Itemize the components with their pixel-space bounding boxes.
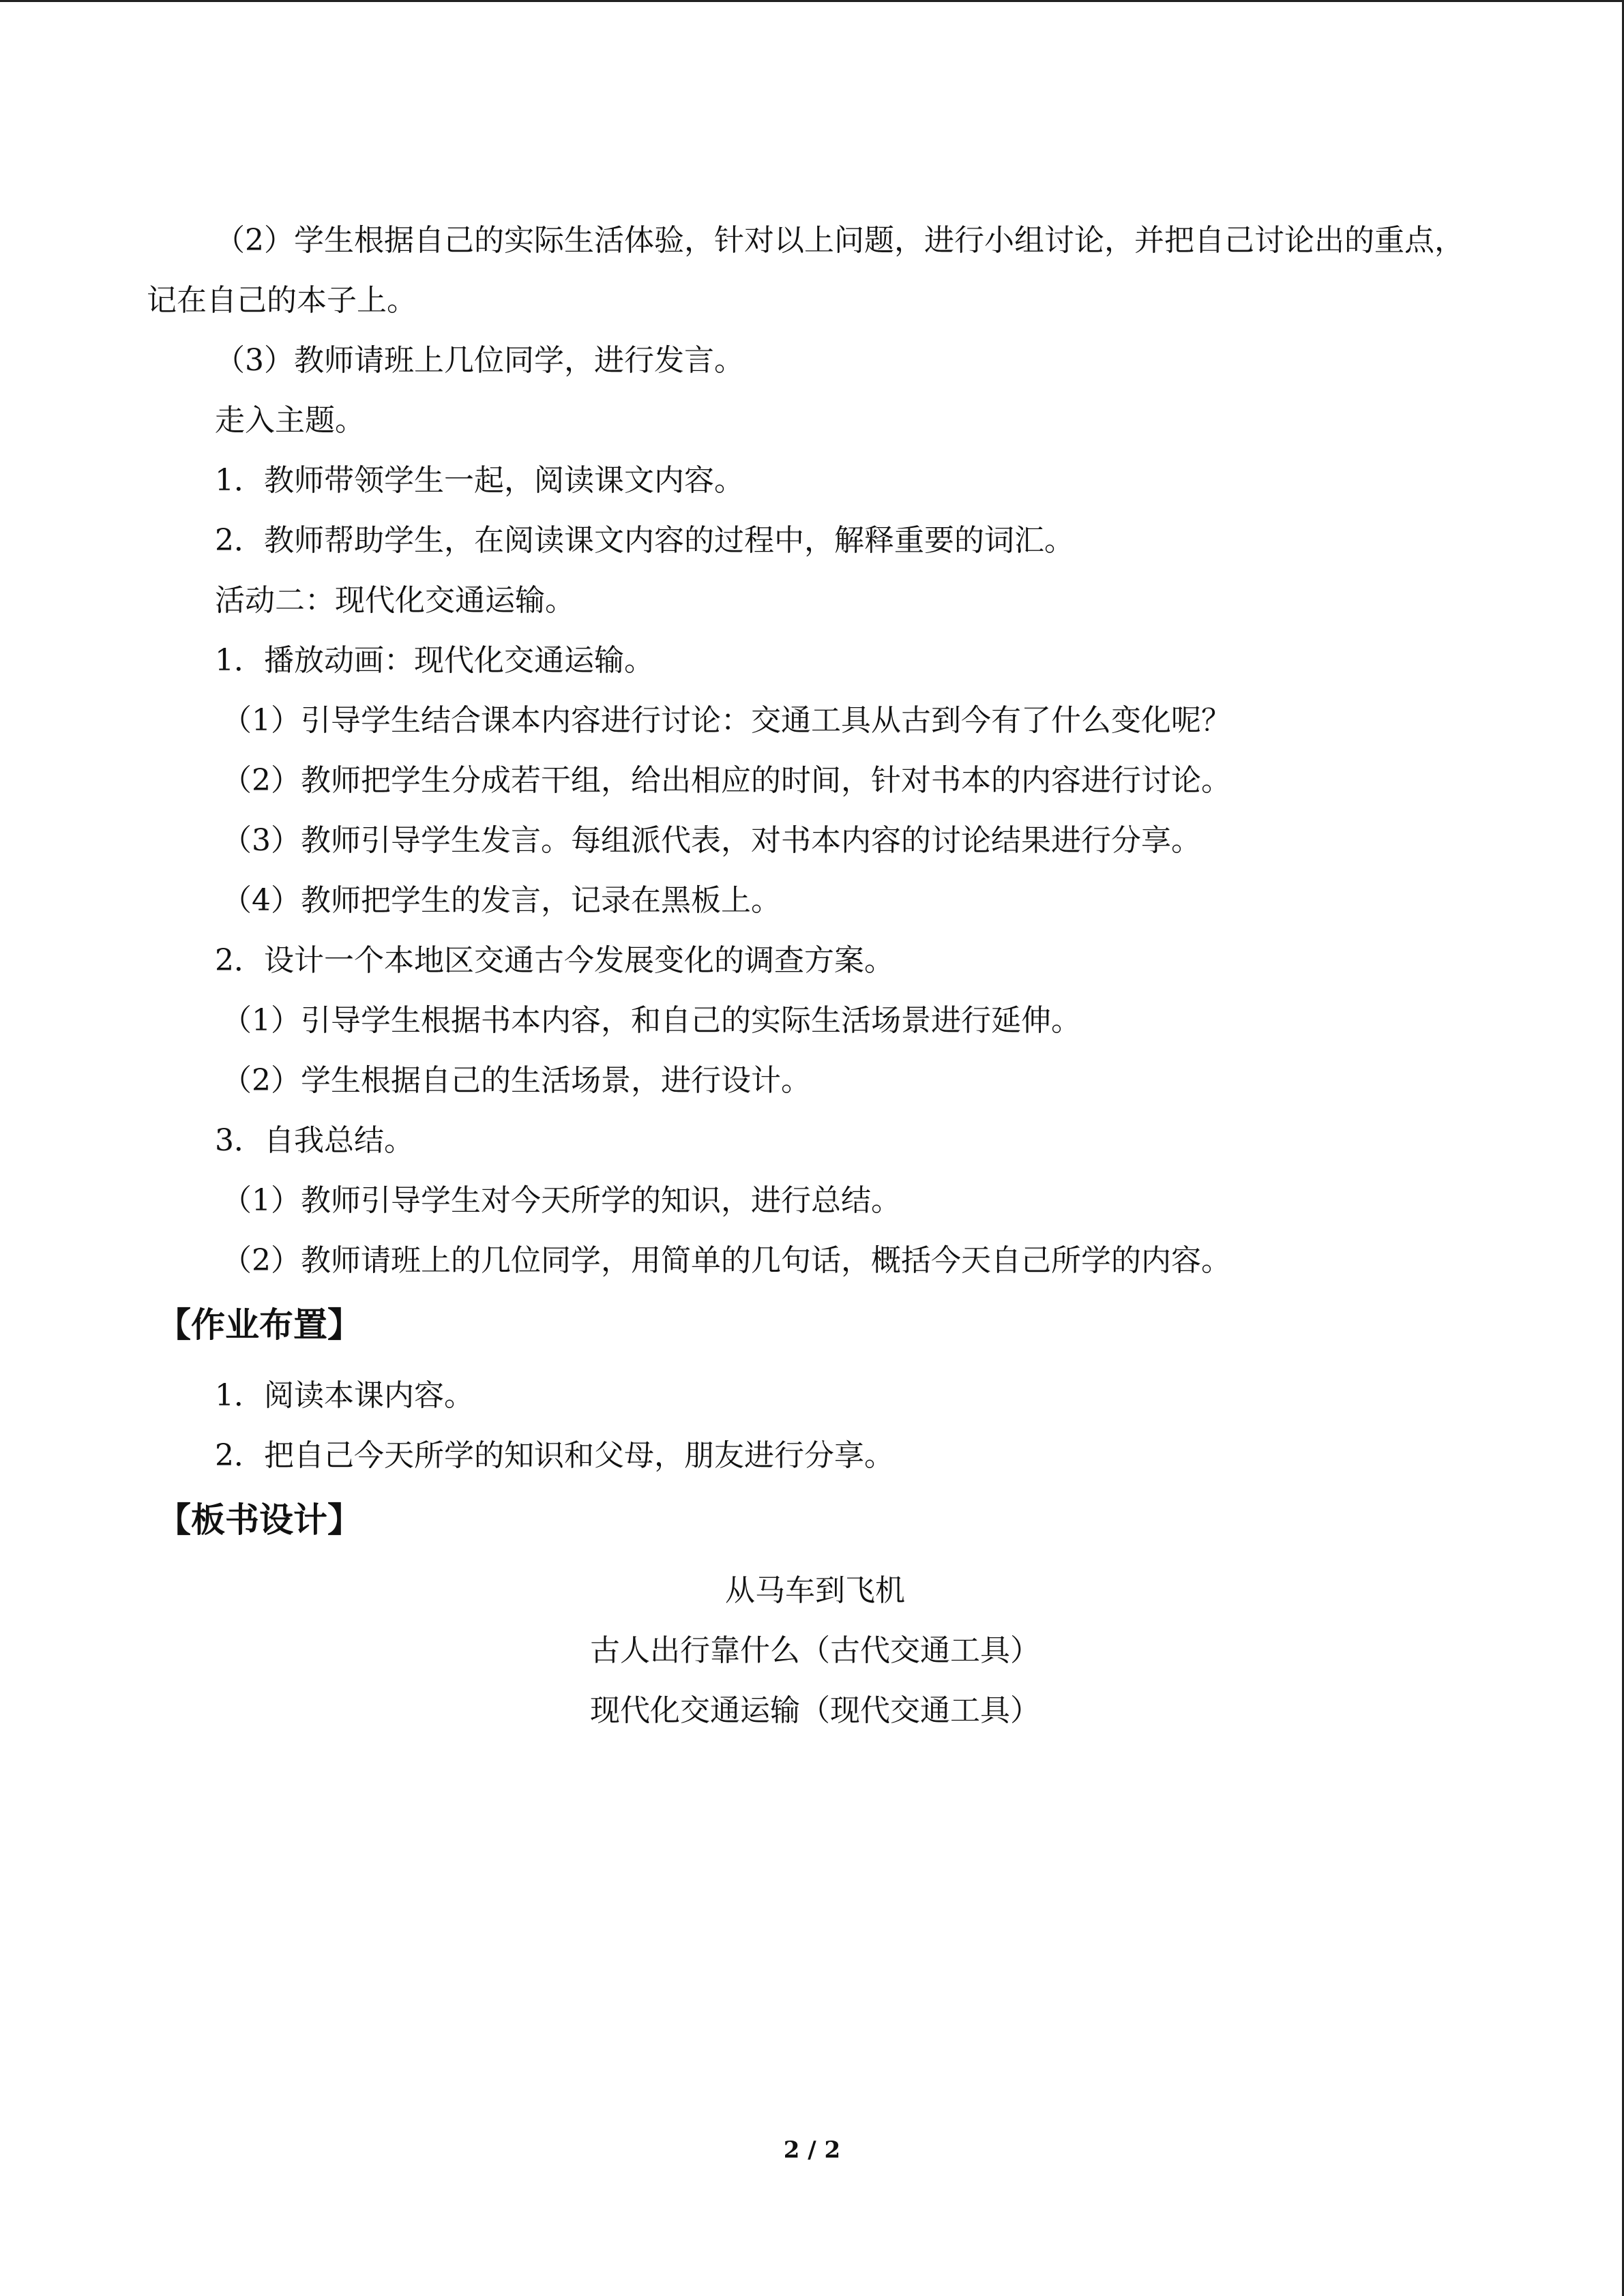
homework-heading: 【作业布置】 bbox=[157, 1305, 361, 1345]
board-title: 从马车到飞机 bbox=[725, 1573, 905, 1608]
paragraph-student-summary: （2）教师请班上的几位同学，用简单的几句话，概括今天自己所学的内容。 bbox=[222, 1243, 1231, 1278]
board-line: 古人出行靠什么（古代交通工具） bbox=[590, 1633, 1040, 1668]
paragraph-record-board: （4）教师把学生的发言，记录在黑板上。 bbox=[222, 883, 781, 918]
paragraph-self-summary: 3．自我总结。 bbox=[215, 1123, 414, 1158]
paragraph-extend-scene: （1）引导学生根据书本内容，和自己的实际生活场景进行延伸。 bbox=[222, 1003, 1081, 1038]
homework-item: 2．把自己今天所学的知识和父母，朋友进行分享。 bbox=[215, 1438, 894, 1473]
paragraph-play-animation: 1．播放动画：现代化交通运输。 bbox=[215, 643, 654, 678]
paragraph-teacher-summary: （1）教师引导学生对今天所学的知识，进行总结。 bbox=[222, 1183, 901, 1218]
paragraph-group-share: （3）教师引导学生发言。每组派代表，对书本内容的讨论结果进行分享。 bbox=[222, 823, 1201, 858]
paragraph-read-text: 1．教师带领学生一起，阅读课文内容。 bbox=[215, 463, 744, 498]
board-design-heading: 【板书设计】 bbox=[157, 1500, 361, 1540]
board-line: 现代化交通运输（现代交通工具） bbox=[590, 1693, 1040, 1728]
page-number: 2 / 2 bbox=[783, 2136, 841, 2164]
paragraph-design-survey: 2．设计一个本地区交通古今发展变化的调查方案。 bbox=[215, 943, 894, 978]
paragraph-explain-vocab: 2．教师帮助学生，在阅读课文内容的过程中，解释重要的词汇。 bbox=[215, 523, 1074, 558]
paragraph-group-discussion: （2）教师把学生分成若干组，给出相应的时间，针对书本的内容进行讨论。 bbox=[222, 763, 1231, 798]
board-design-block bbox=[147, 1561, 1483, 1741]
paragraph-guide-discussion: （1）引导学生结合课本内容进行讨论：交通工具从古到今有了什么变化呢？ bbox=[222, 703, 1231, 738]
paragraph-activity-two: 活动二：现代化交通运输。 bbox=[215, 583, 575, 618]
paragraph-enter-topic: 走入主题。 bbox=[215, 403, 365, 438]
paragraph-discussion: （2）学生根据自己的实际生活体验，针对以上问题，进行小组讨论，并把自己讨论出的重点，记在自己的本子上。 bbox=[147, 223, 1464, 318]
document-content bbox=[147, 211, 1483, 1741]
spacer bbox=[147, 1359, 1483, 1366]
homework-item: 1．阅读本课内容。 bbox=[215, 1378, 474, 1413]
paragraph-speech: （3）教师请班上几位同学，进行发言。 bbox=[215, 343, 744, 378]
paragraph-student-design: （2）学生根据自己的生活场景，进行设计。 bbox=[222, 1063, 811, 1098]
